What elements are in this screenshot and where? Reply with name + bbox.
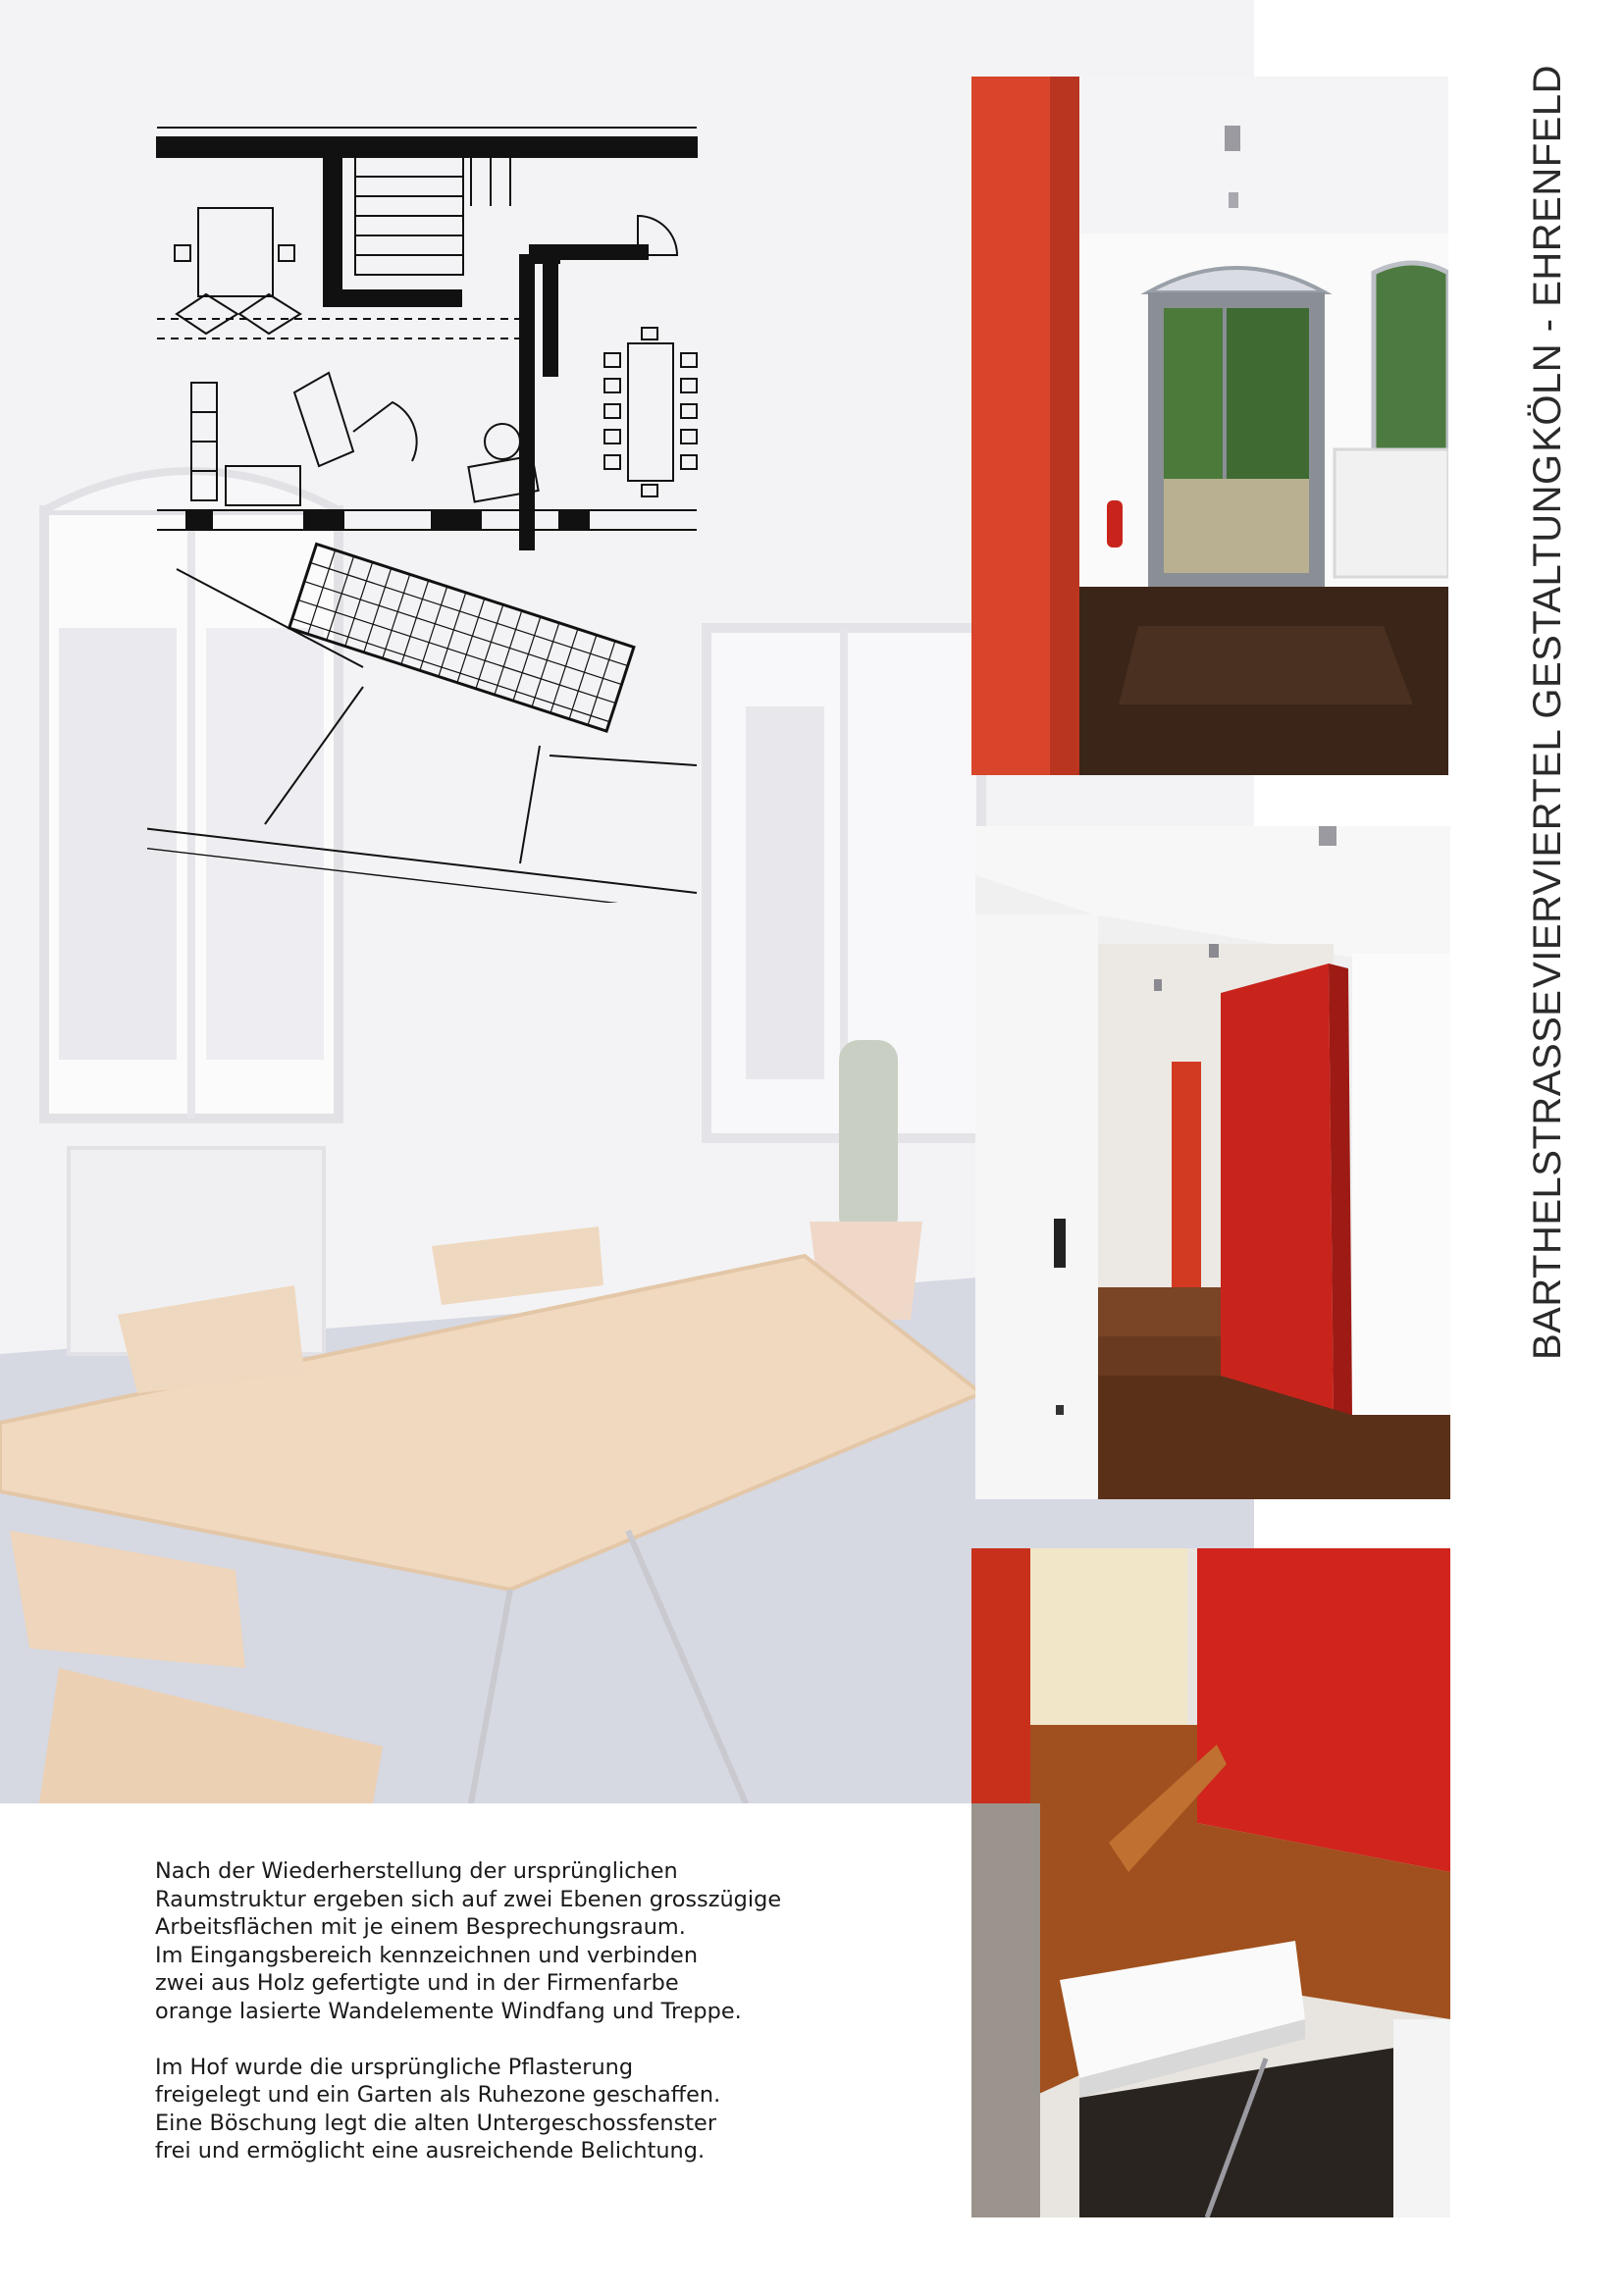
paragraph-windfang-treppe: Nach der Wiederherstellung der ursprünglichen Raumstruktur ergeben sich auf zwei Ebenen grosszügige Arbeitsflächen mit je einem Besprechungsraum. Im Eingangsbereich kennzeichnen und verbinden zwei aus Holz gefertigte und in der Firmenfarbe orange lasierte Wandelemente Windfang und Treppe.: [155, 1858, 782, 2024]
description-text: [155, 1857, 940, 2193]
entrance-hall-photo: [971, 77, 1448, 775]
vertical-project-title: [1524, 65, 1571, 1360]
floor-plan-drawing: [147, 118, 707, 903]
title-project: VIERVIERTEL GESTALTUNG: [1526, 453, 1569, 988]
title-location: KÖLN - EHRENFELD: [1526, 65, 1569, 452]
paragraph-hof-garten: Im Hof wurde die ursprüngliche Pflasterung freigelegt und ein Garten als Ruhezone geschaffen. Eine Böschung legt die alten Untergeschossfenster frei und ermöglicht eine ausreichende Belichtung.: [155, 2054, 721, 2164]
red-wall-element-photo: [975, 826, 1450, 1499]
title-street: BARTHELSTRASSE: [1526, 989, 1569, 1360]
staircase-photo: [971, 1548, 1450, 2217]
